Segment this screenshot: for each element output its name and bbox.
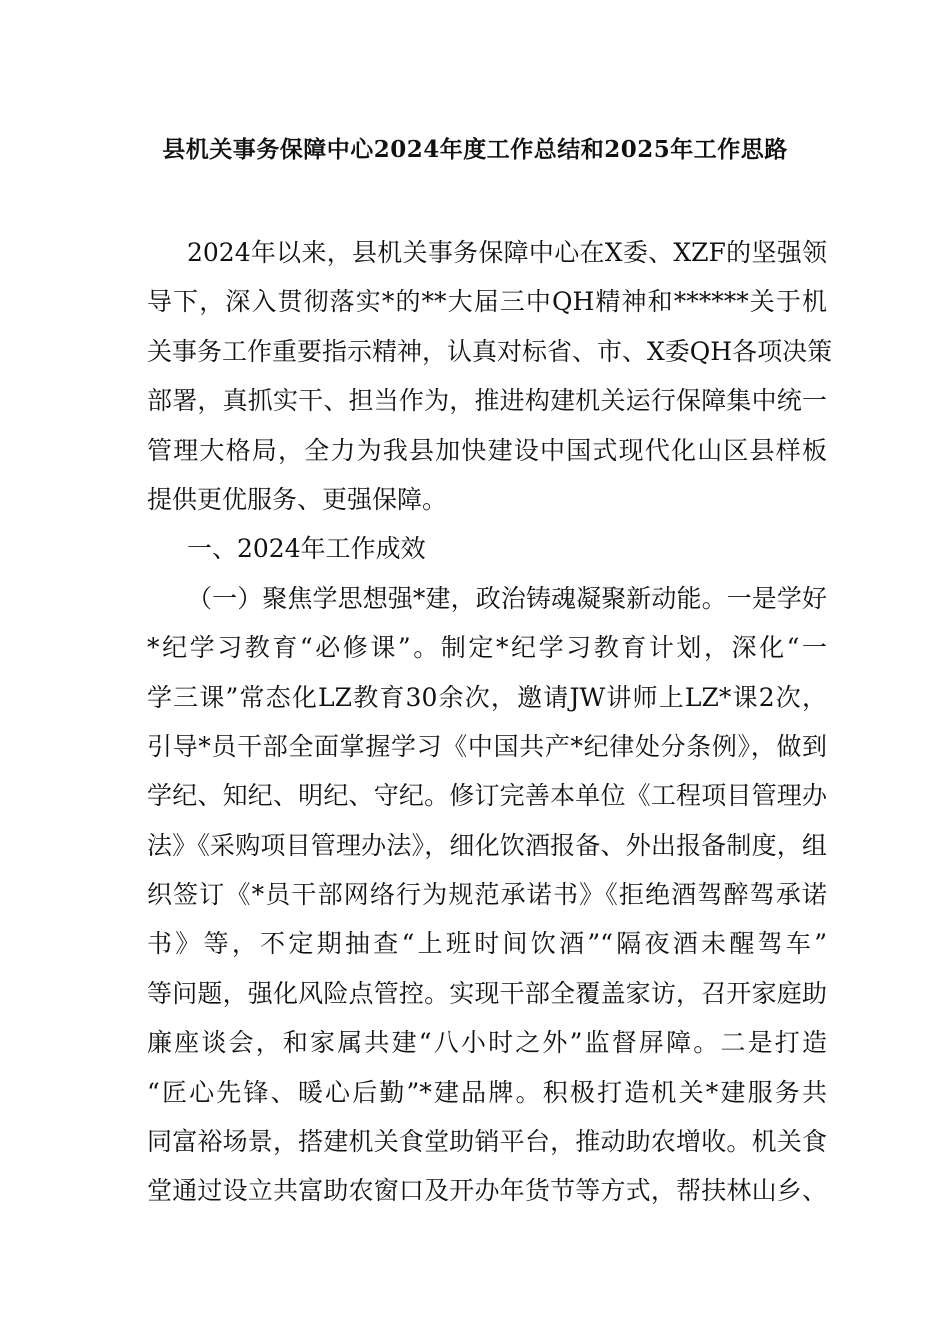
paragraph-line: 同富裕场景，搭建机关食堂助销平台，推动助农增收。机关食 — [147, 1127, 827, 1157]
paragraph-line: 学三课”常态化LZ教育30余次，邀请JW讲师上LZ*课2次， — [147, 682, 827, 712]
paragraph-line: 提供更优服务、更强保障。 — [147, 484, 448, 514]
paragraph-line: 关事务工作重要指示精神，认真对标省、市、X委QH各项决策 — [147, 336, 833, 366]
paragraph-line: 导下，深入贯彻落实*的**大届三中QH精神和******关于机 — [147, 287, 827, 317]
paragraph-line: 堂通过设立共富助农窗口及开办年货节等方式，帮扶林山乡、 — [147, 1176, 827, 1206]
paragraph-line: 引导*员干部全面掌握学习《中国共产*纪律处分条例》，做到 — [147, 731, 827, 761]
document-title: 县机关事务保障中心2024年度工作总结和2025年工作思路 — [162, 136, 788, 163]
paragraph-line: 管理大格局，全力为我县加快建设中国式现代化山区县样板 — [147, 435, 827, 465]
paragraph-line: 学纪、知纪、明纪、守纪。修订完善本单位《工程项目管理办 — [147, 781, 827, 811]
paragraph-line: “匠心先锋、暖心后勤”*建品牌。积极打造机关*建服务共 — [147, 1077, 827, 1107]
paragraph-line: 部署，真抓实干、担当作为，推进构建机关运行保障集中统一 — [147, 386, 827, 416]
paragraph-line: （一）聚焦学思想强*建，政治铸魂凝聚新动能。一是学好 — [187, 583, 827, 613]
paragraph-line: 法》《采购项目管理办法》，细化饮酒报备、外出报备制度，组 — [147, 830, 827, 860]
paragraph-line: 书》等，不定期抽查“上班时间饮酒”“隔夜酒未醒驾车” — [147, 929, 827, 959]
paragraph-line: 廉座谈会，和家属共建“八小时之外”监督屏障。二是打造 — [147, 1028, 827, 1058]
paragraph-line: 2024年以来，县机关事务保障中心在X委、XZF的坚强领 — [187, 238, 827, 267]
paragraph-line: *纪学习教育“必修课”。制定*纪学习教育计划，深化“一 — [147, 633, 827, 663]
paragraph-line: 织签订《*员干部网络行为规范承诺书》《拒绝酒驾醉驾承诺 — [147, 880, 827, 910]
document-body — [147, 228, 833, 1216]
paragraph-line: 等问题，强化风险点管控。实现干部全覆盖家访，召开家庭助 — [147, 978, 827, 1008]
section-heading: 一、2024年工作成效 — [187, 534, 426, 564]
